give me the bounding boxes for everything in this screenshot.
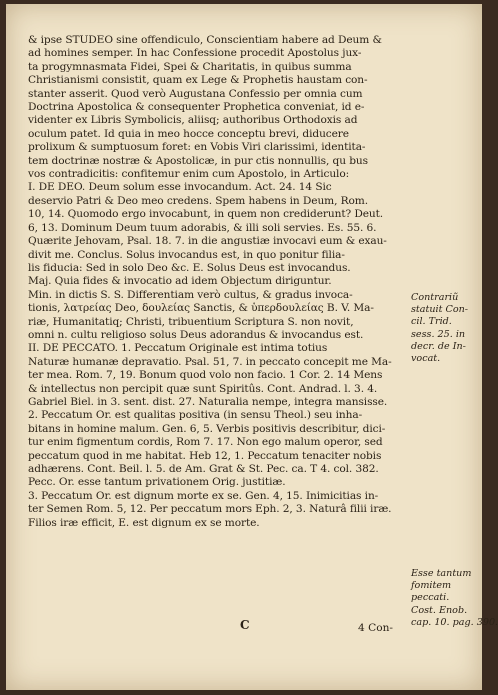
text-line: tionis, λατρείας Deo, δουλείας Sanctis, & ὑπερδουλείας B. V. Ma- <box>28 302 374 315</box>
margin-note-line: fomitem <box>411 580 452 592</box>
text-line: omni n. cultu religioso solus Deus adorandus & invocandus est. <box>28 328 364 341</box>
margin-note-invocation <box>411 292 477 365</box>
text-line: 10, 14. Quomodo ergo invocabunt, in quem non crediderunt? Deut. <box>28 208 384 221</box>
text-line: ad homines semper. In hac Confessione procedit Apostolus jux- <box>28 47 362 60</box>
text-line: stanter asserit. Quod verò Augustana Confessio per omnia cum <box>28 87 363 100</box>
main-text-column <box>28 34 406 530</box>
text-line: Christianismi consistit, quam ex Lege & Prophetis haustam con- <box>28 74 368 87</box>
text-line: bitans in homine malum. Gen. 6, 5. Verbis positivis describitur, dici- <box>28 422 386 435</box>
margin-note-line: Contrariũ <box>411 292 459 303</box>
margin-note-line: statuit Con- <box>411 304 469 316</box>
margin-note-line: vocat. <box>411 353 441 365</box>
text-line: Pecc. Or. esse tantum privationem Orig. justitiæ. <box>28 476 286 489</box>
text-line: Gabriel Biel. in 3. sent. dist. 27. Naturalia nempe, integra mansisse. <box>28 395 388 408</box>
text-line: Min. in dictis S. S. Differentiam verò cultus, & gradus invoca- <box>28 288 353 301</box>
text-line: videnter ex Libris Symbolicis, aliisq; authoribus Orthodoxis ad <box>28 114 358 127</box>
text-line: I. DE DEO. Deum solum esse invocandum. Act. 24. 14 Sic <box>28 181 332 194</box>
book-page <box>6 4 498 690</box>
text-line: ta progymnasmata Fidei, Spei & Charitatis, in quibus summa <box>28 60 352 73</box>
text-line: oculum patet. Id quia in meo hocce conceptu brevi, diducere <box>28 127 349 140</box>
text-line: vos contradicitis: confitemur enim cum Apostolo, in Articulo: <box>28 168 350 181</box>
margin-note-line: Cost. Enob. <box>411 604 468 616</box>
text-line: peccatum quod in me habitat. Heb 12, 1. Peccatum tenaciter nobis <box>28 449 382 462</box>
text-line: prolixum & sumptuosum foret: en Vobis Viri clarissimi, identita- <box>28 141 366 154</box>
margin-note-line: Esse tantum <box>411 568 472 579</box>
catchword: 4 Con- <box>358 622 393 634</box>
margin-note-line: decr. de In- <box>411 340 466 352</box>
signature-mark: C <box>240 618 250 632</box>
text-line: riæ, Humanitatiq; Christi, tribuentium Scriptura S. non novit, <box>28 315 354 328</box>
text-line: Maj. Quia fides & invocatio ad idem Objectum diriguntur. <box>28 275 332 288</box>
text-line: lis fiducia: Sed in solo Deo &c. E. Solus Deus est invocandus. <box>28 261 351 274</box>
text-line: tem doctrinæ nostræ & Apostolicæ, in pur ctis nonnullis, qu bus <box>28 154 368 167</box>
text-line: & intellectus non percipit quæ sunt Spiritûs. Cont. Andrad. l. 3. 4. <box>28 382 378 395</box>
text-line: 2. Peccatum Or. est qualitas positiva (in sensu Theol.) seu inha- <box>28 409 363 422</box>
text-line: Naturæ humanæ depravatio. Psal. 51, 7. in peccato concepit me Ma- <box>28 355 392 368</box>
text-line: 3. Peccatum Or. est dignum morte ex se. Gen. 4, 15. Inimicitias in- <box>28 489 379 502</box>
text-line: II. DE PECCATO. 1. Peccatum Originale est intima totius <box>28 342 328 355</box>
margin-note-line: cap. 10. pag. 390. <box>411 616 498 628</box>
text-line: ter Semen Rom. 5, 12. Per peccatum mors Eph. 2, 3. Naturâ filii iræ. <box>28 503 392 516</box>
margin-note-line: sess. 25. in <box>411 328 466 340</box>
text-line: deservio Patri & Deo meo credens. Spem habens in Deum, Rom. <box>28 194 369 207</box>
text-line: tur enim figmentum cordis, Rom 7. 17. Non ego malum operor, sed <box>28 436 383 449</box>
text-line: divit me. Conclus. Solus invocandus est, in quo ponitur filia- <box>28 248 345 261</box>
text-line: ter mea. Rom. 7, 19. Bonum quod volo non facio. 1 Cor. 2. 14 Mens <box>28 369 383 382</box>
text-line: 6, 13. Dominum Deum tuum adorabis, & illi soli servies. Es. 55. 6. <box>28 221 377 234</box>
text-line: Quærite Jehovam, Psal. 18. 7. in die angustiæ invocavi eum & exau- <box>28 235 387 248</box>
text-line: Filios iræ efficit, E. est dignum ex se morte. <box>28 516 260 529</box>
margin-note-line: peccati. <box>411 592 450 604</box>
text-line: adhærens. Cont. Beil. l. 5. de Am. Grat & St. Pec. ca. T 4. col. 382. <box>28 463 379 475</box>
text-line: Doctrina Apostolica & consequenter Prophetica conveniat, id e- <box>28 101 365 114</box>
margin-note-peccatum <box>411 568 498 629</box>
margin-note-line: cil. Trid. <box>411 316 452 328</box>
text-line: & ipse STUDEO sine offendiculo, Conscientiam habere ad Deum & <box>28 34 382 46</box>
